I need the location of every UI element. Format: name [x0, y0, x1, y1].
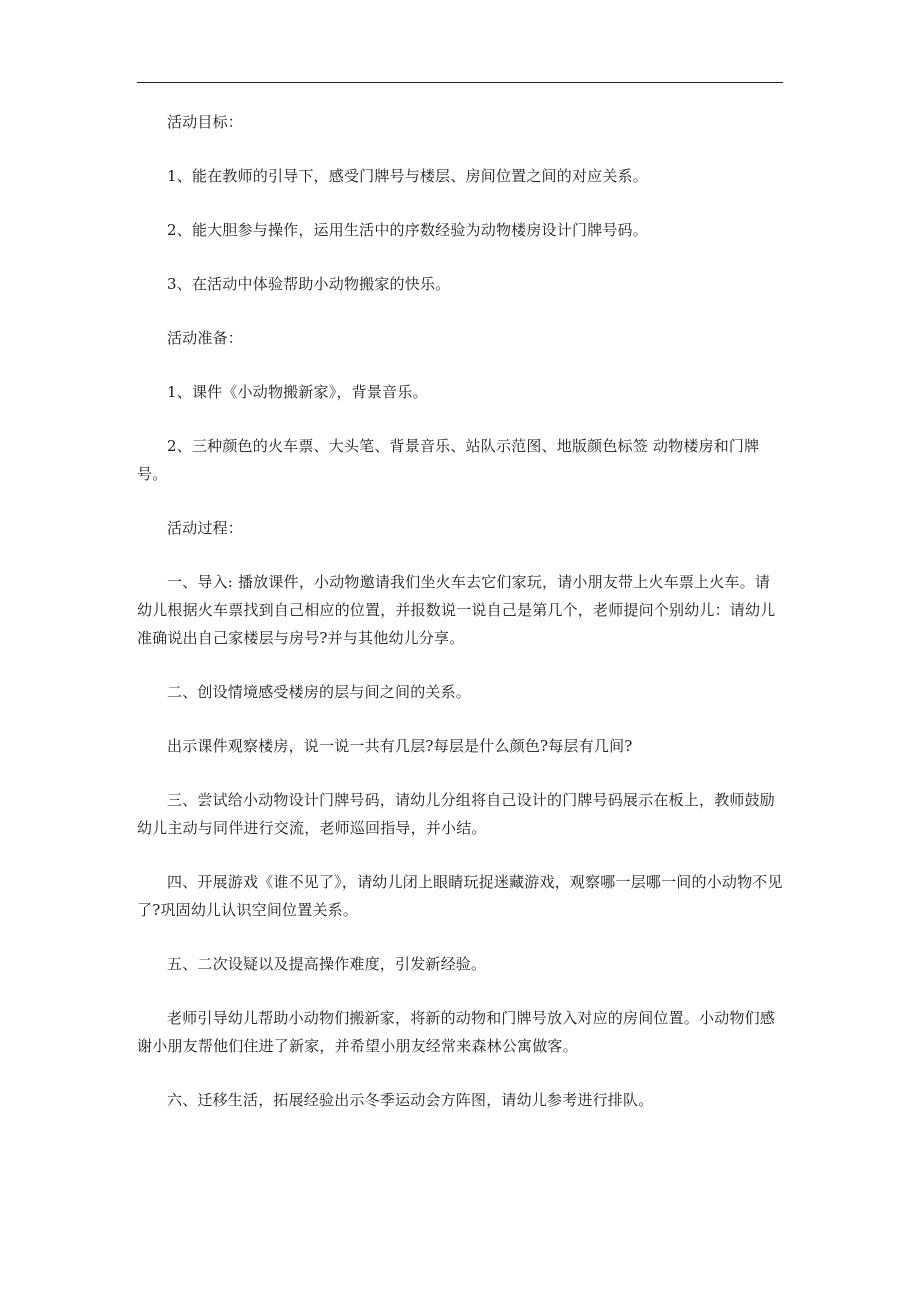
goal-item-1: 1、能在教师的引导下，感受门牌号与楼层、房间位置之间的对应关系。 — [167, 167, 648, 185]
process-step-3: 三、尝试给小动物设计门牌号码，请幼儿分组将自己设计的门牌号码展示在板上，教师鼓励幼儿主动与同伴进行交流，老师巡回指导，并小结。 — [137, 791, 776, 837]
process-step-2-detail: 出示课件观察楼房，说一说一共有几层?每层是什么颜色?每层有几间? — [167, 737, 633, 755]
process-step-2: 二、创设情境感受楼房的层与间之间的关系。 — [167, 683, 472, 701]
process-step-4: 四、开展游戏《谁不见了》，请幼儿闭上眼睛玩捉迷藏游戏，观察哪一层哪一间的小动物不见了?巩固幼儿认识空间位置关系。 — [137, 873, 783, 919]
document-body — [137, 108, 785, 1140]
preparation-item-2: 2、三种颜色的火车票、大头笔、背景音乐、站队示范图、地版颜色标签 动物楼房和门牌号。 — [137, 437, 760, 483]
process-step-6: 六、迁移生活，拓展经验出示冬季运动会方阵图，请幼儿参考进行排队。 — [167, 1091, 654, 1109]
process-step-1: 一、导入: 播放课件，小动物邀请我们坐火车去它们家玩，请小朋友带上火车票上火车。请幼儿根据火车票找到自己相应的位置，并报数说一说自己是第几个，老师提问个别幼儿：请幼儿准确说出自己家楼层与房号?并与其他幼儿分享。 — [137, 573, 776, 647]
heading-goals: 活动目标： — [167, 113, 244, 131]
heading-process: 活动过程： — [167, 519, 244, 537]
heading-preparation: 活动准备： — [167, 329, 244, 347]
header-rule — [137, 82, 783, 83]
preparation-item-1: 1、课件《小动物搬新家》，背景音乐。 — [167, 383, 428, 401]
goal-item-2: 2、能大胆参与操作，运用生活中的序数经验为动物楼房设计门牌号码。 — [167, 221, 648, 239]
goal-item-3: 3、在活动中体验帮助小动物搬家的快乐。 — [167, 275, 451, 293]
process-step-5-detail: 老师引导幼儿帮助小动物们搬新家，将新的动物和门牌号放入对应的房间位置。小动物们感谢小朋友帮他们住进了新家，并希望小朋友经常来森林公寓做客。 — [137, 1009, 776, 1055]
process-step-5: 五、二次设疑以及提高操作难度，引发新经验。 — [167, 955, 487, 973]
